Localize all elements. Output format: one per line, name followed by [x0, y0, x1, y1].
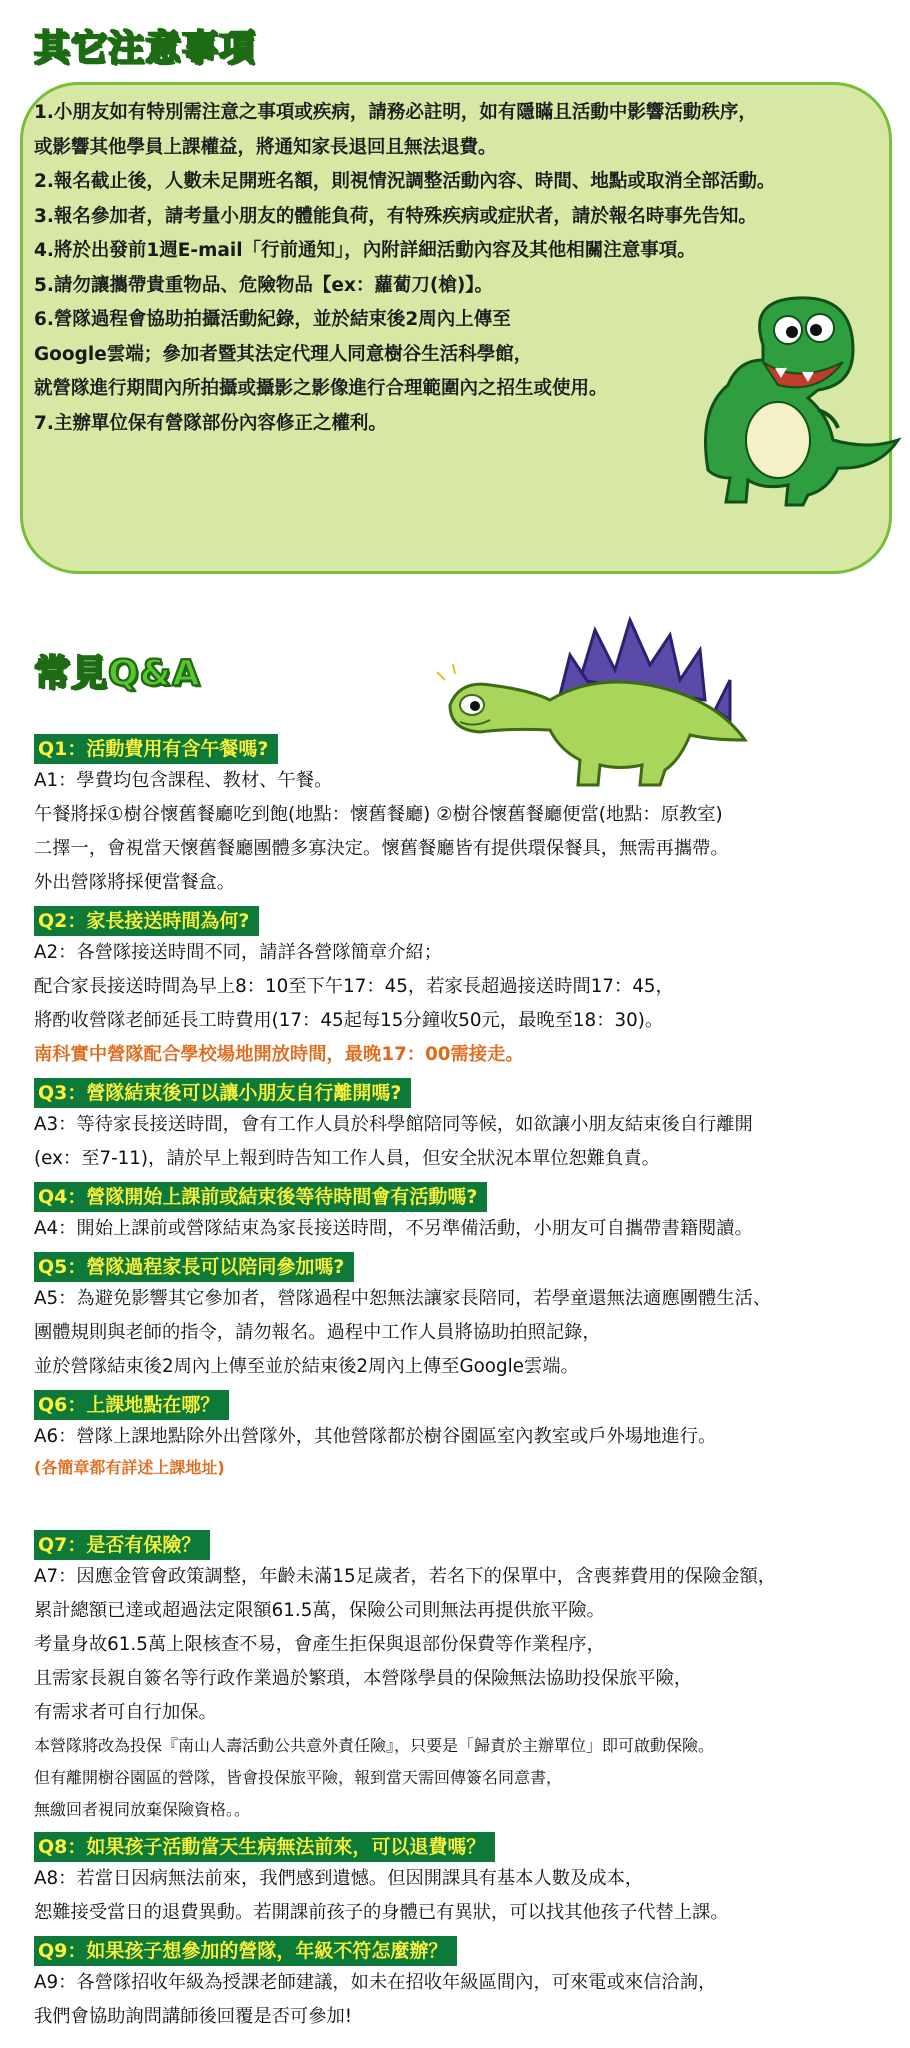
- note-item: 4.將於出發前1週E-mail「行前通知」，內附詳細活動內容及其他相關注意事項。: [34, 240, 696, 261]
- answer-line: 累計總額已達或超過法定限額61.5萬，保險公司則無法再提供旅平險。: [34, 1600, 605, 1621]
- answer-line: A2：各營隊接送時間不同，請詳各營隊簡章介紹；: [34, 942, 443, 963]
- question-4: Q4：營隊開始上課前或結束後等待時間會有活動嗎?: [34, 1182, 487, 1212]
- answer-line: 配合家長接送時間為早上8：10至下午17：45，若家長超過接送時間17：45，: [34, 976, 674, 997]
- note-item: 6.營隊過程會協助拍攝活動紀錄，並於結束後2周內上傳至: [34, 309, 511, 330]
- note-item: 5.請勿讓攜帶貴重物品、危險物品【ex：蘿蔔刀(槍)】。: [34, 274, 494, 296]
- question-5: Q5：營隊過程家長可以陪同參加嗎?: [34, 1252, 354, 1282]
- answer-line: 二擇一，會視當天懷舊餐廳團體多寡決定。懷舊餐廳皆有提供環保餐具，無需再攜帶。: [34, 838, 729, 859]
- question-3: Q3：營隊結束後可以讓小朋友自行離開嗎?: [34, 1078, 411, 1108]
- answer-line: A5：為避免影響其它參加者，營隊過程中恕無法讓家長陪同，若學童還無法適應團體生活、: [34, 1288, 772, 1309]
- note-item: 1.小朋友如有特別需注意之事項或疾病，請務必註明，如有隱瞞且活動中影響活動秩序，: [34, 102, 757, 123]
- note-item: 2.報名截止後，人數未足開班名額，則視情況調整活動內容、時間、地點或取消全部活動。: [34, 171, 776, 192]
- answer-line: A9：各營隊招收年級為授課老師建議，如未在招收年級區間內，可來電或來信洽詢，: [34, 1972, 717, 1993]
- answer-line: 我們會協助詢問講師後回覆是否可參加!: [34, 2006, 353, 2027]
- answer-small-line: 本營隊將改為投保『南山人壽活動公共意外責任險』，只要是「歸責於主辦單位」即可啟動保險。: [34, 1736, 715, 1755]
- qa-list: [34, 728, 894, 2034]
- question-1: Q1：活動費用有含午餐嗎?: [34, 734, 278, 764]
- question-9: Q9：如果孩子想參加的營隊，年級不符怎麼辦？: [34, 1936, 457, 1966]
- answer-line: 恕難接受當日的退費異動。若開課前孩子的身體已有異狀，可以找其他孩子代替上課。: [34, 1902, 729, 1923]
- note-item: 3.報名參加者，請考量小朋友的體能負荷，有特殊疾病或症狀者，請於報名時事先告知。: [34, 205, 757, 227]
- answer-line: 考量身故61.5萬上限核查不易，會產生拒保與退部份保費等作業程序，: [34, 1634, 605, 1655]
- answer-line: 將酌收營隊老師延長工時費用(17：45起每15分鐘收50元，最晚至18：30)。: [34, 1010, 664, 1031]
- answer-line: A7：因應金管會政策調整，年齡未滿15足歲者，若名下的保單中，含喪葬費用的保險金額，: [34, 1566, 777, 1587]
- notes-section-title: 其它注意事項: [34, 28, 257, 69]
- answer-small-line: 但有離開樹谷園區的營隊，皆會投保旅平險，報到當天需回傳簽名同意書，: [34, 1768, 563, 1787]
- answer-line: A8：若當日因病無法前來，我們感到遺憾。但因開課具有基本人數及成本，: [34, 1868, 644, 1889]
- qa-section-title: 常見Q&A: [34, 653, 201, 694]
- answer-line: 並於營隊結束後2周內上傳至並於結束後2周內上傳至Google雲端。: [34, 1356, 579, 1377]
- note-item: 7.主辦單位保有營隊部份內容修正之權利。: [34, 412, 387, 434]
- answer-line: 午餐將採①樹谷懷舊餐廳吃到飽(地點：懷舊餐廳) ②樹谷懷舊餐廳便當(地點：原教室): [34, 804, 723, 825]
- answer-line: A1：學費均包含課程、教材、午餐。: [34, 770, 333, 791]
- note-item: 就營隊進行期間內所拍攝或攝影之影像進行合理範圍內之招生或使用。: [34, 378, 608, 399]
- answer-line: (ex：至7-11)，請於早上報到時告知工作人員，但安全狀況本單位恕難負責。: [34, 1148, 660, 1169]
- question-2: Q2：家長接送時間為何?: [34, 906, 259, 936]
- question-6: Q6：上課地點在哪？: [34, 1390, 229, 1420]
- answer-line: 且需家長親自簽名等行政作業過於繁瑣，本營隊學員的保險無法協助投保旅平險，: [34, 1668, 693, 1689]
- answer-line: 團體規則與老師的指令，請勿報名。過程中工作人員將協助拍照記錄，: [34, 1322, 601, 1343]
- answer-line: 有需求者可自行加保。: [34, 1702, 217, 1723]
- t-rex-dinosaur-icon: [668, 290, 908, 510]
- answer-highlight: (各簡章都有詳述上課地址): [34, 1458, 225, 1477]
- note-item: 或影響其他學員上課權益，將通知家長退回且無法退費。: [34, 136, 497, 158]
- answer-small-line: 無繳回者視同放棄保險資格。。: [34, 1800, 251, 1819]
- question-8: Q8：如果孩子活動當天生病無法前來，可以退費嗎？: [34, 1832, 495, 1862]
- answer-line: A6：營隊上課地點除外出營隊外，其他營隊都於樹谷園區室內教室或戶外場地進行。: [34, 1426, 717, 1447]
- answer-line: A3：等待家長接送時間，會有工作人員於科學館陪同等候，如欲讓小朋友結束後自行離開: [34, 1114, 753, 1135]
- answer-highlight: 南科實中營隊配合學校場地開放時間，最晚17：00需接走。: [34, 1044, 524, 1065]
- answer-line: 外出營隊將採便當餐盒。: [34, 872, 236, 893]
- note-item: Google雲端；參加者暨其法定代理人同意樹谷生活科學館，: [34, 343, 533, 365]
- answer-line: A4：開始上課前或營隊結束為家長接送時間，不另準備活動，小朋友可自攜帶書籍閱讀。: [34, 1218, 753, 1239]
- question-7: Q7：是否有保險？: [34, 1530, 210, 1560]
